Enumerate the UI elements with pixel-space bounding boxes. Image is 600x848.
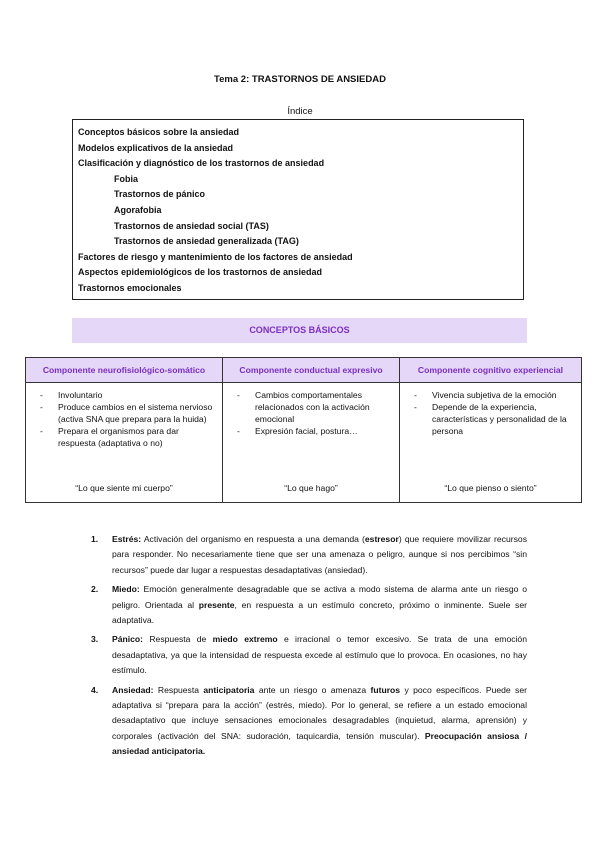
column-header: Componente neurofisiológico-somático <box>26 358 223 383</box>
definition-number: 4. <box>91 684 99 695</box>
definition-text: Emoción generalmente desagradable que se activa a modo sistema de alarma ante un riesgo o peligro. Orientada al <box>112 584 527 610</box>
table-cell <box>400 383 582 503</box>
index-item: Aspectos epidemiológicos de los trastornos de ansiedad <box>78 267 323 278</box>
index-subitem: Trastornos de pánico <box>114 189 206 200</box>
index-item: Factores de riesgo y mantenimiento de los factores de ansiedad <box>78 251 353 262</box>
definition-text: ) que requiere movilizar recursos para responder. No necesariamente tiene que ser una amenaza o peligro, aunque si nos percibimos “sin recursos” puede dar lugar a respuestas desadaptativas (ansiedad). <box>112 534 527 575</box>
definition-number: 3. <box>91 634 99 645</box>
index-title: Índice <box>287 106 313 117</box>
definition-number: 1. <box>91 534 99 544</box>
bullet-item: - Expresión facial, postura… <box>229 425 393 437</box>
definitions-list <box>91 532 527 764</box>
definition-item <box>91 582 527 628</box>
bullet-item: - Cambios comportamentales relacionados con la activación emocional <box>229 389 393 425</box>
bullet-list <box>406 389 575 437</box>
table-cell <box>26 383 223 503</box>
bullet-list <box>229 389 393 437</box>
bullet-item: - Depende de la experiencia, características y personalidad de la persona <box>406 401 575 437</box>
component-quote: “Lo que hago” <box>284 483 338 493</box>
component-quote: “Lo que pienso o siento” <box>444 483 537 493</box>
definition-term: Pánico: <box>112 634 144 645</box>
table-header-row <box>26 358 582 383</box>
bullet-item: - Produce cambios en el sistema nervioso (activa SNA que prepara para la huida) <box>32 401 216 425</box>
definition-text: , en respuesta a un estímulo concreto, próximo o inminente. Suele ser adaptativa. <box>112 599 527 626</box>
bullet-list <box>32 389 216 449</box>
definition-item <box>91 532 527 578</box>
bullet-item: - Prepara el organismos para dar respuesta (adaptativa o no) <box>32 425 216 449</box>
definition-emphasis: anticipatoria <box>203 684 255 695</box>
index-item: Conceptos básicos sobre la ansiedad <box>78 127 240 137</box>
bullet-item: - Vivencia subjetiva de la emoción <box>406 389 575 401</box>
bullet-item: - Involuntario <box>32 389 216 401</box>
definition-text: ante un riesgo o amenaza <box>254 684 371 695</box>
definition-emphasis: miedo extremo <box>212 634 278 645</box>
column-header: Componente cognitivo experiencial <box>400 358 582 383</box>
page-title: Tema 2: TRASTORNOS DE ANSIEDAD <box>214 74 386 85</box>
column-header: Componente conductual expresivo <box>223 358 400 383</box>
definition-text: e irracional o temor excesivo. Se trata de una emoción desadaptativa, ya que la intensidad de respuesta excede al estímulo que lo provoca. En ocasiones, no hay estímulo. <box>112 634 527 676</box>
definition-number: 2. <box>91 584 99 595</box>
table-cell <box>223 383 400 503</box>
index-subitem: Agorafobia <box>114 204 162 215</box>
index-item: Clasificación y diagnóstico de los trastornos de ansiedad <box>78 158 325 169</box>
definition-item <box>91 683 527 760</box>
component-quote: “Lo que siente mi cuerpo” <box>75 483 173 493</box>
definition-emphasis: futuros <box>370 684 401 695</box>
definition-term: Estrés: <box>112 534 142 544</box>
definition-text: y poco específicos. Puede ser adaptativa si “prepara para la acción” (estrés, miedo). Por lo general, se refiere a un estado emocional desadaptativo que incluye sensaciones emocionales desagradables (inquietud, alarma, aprensión) y corporales (activación del SNA: sudoración, taquicardia, tensión muscular). <box>112 684 527 741</box>
definition-emphasis: estresor <box>364 534 399 544</box>
definition-term: Miedo: <box>112 584 140 595</box>
definition-item <box>91 632 527 678</box>
components-table <box>25 357 582 503</box>
section-banner: CONCEPTOS BÁSICOS <box>72 318 527 343</box>
index-item: Trastornos emocionales <box>78 282 182 293</box>
index-box <box>72 119 524 300</box>
index-item: Modelos explicativos de la ansiedad <box>78 142 234 153</box>
definition-emphasis: presente <box>198 599 235 610</box>
definition-emphasis: Preocupación ansiosa / ansiedad anticipatoria. <box>112 730 527 757</box>
definition-term: Ansiedad: <box>112 684 154 695</box>
definition-text: Respuesta <box>153 684 204 695</box>
index-subitem: Trastornos de ansiedad social (TAS) <box>114 220 269 231</box>
definition-text: Activación del organismo en respuesta a una demanda ( <box>141 534 365 544</box>
index-subitem: Fobia <box>114 173 138 184</box>
table-row <box>26 383 582 503</box>
index-subitem: Trastornos de ansiedad generalizada (TAG) <box>114 236 299 247</box>
definition-text: Respuesta de <box>143 634 213 645</box>
